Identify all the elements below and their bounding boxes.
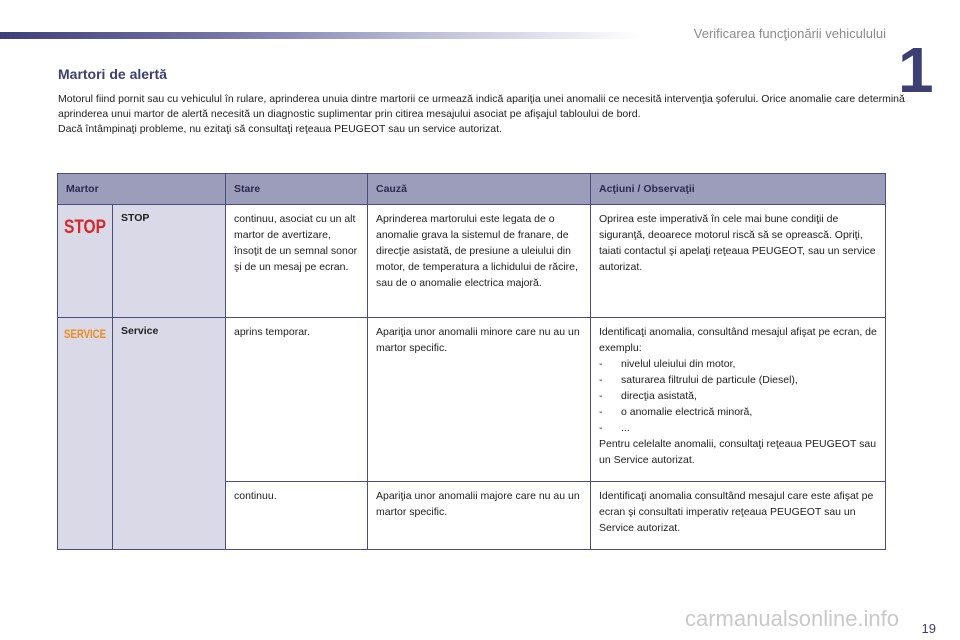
svg-text:STOP: STOP	[64, 217, 107, 238]
stare-cell: aprins temporar.	[226, 318, 368, 482]
warning-lights-table	[57, 173, 886, 550]
list-item: - o anomalie electrică minoră,	[599, 404, 877, 420]
actiuni-outro: Pentru celelalte anomalii, consultaţi reţeaua PEUGEOT sau un Service autorizat.	[599, 438, 877, 466]
stop-icon	[64, 213, 106, 237]
intro-text	[58, 92, 908, 137]
page-number: 19	[921, 621, 936, 636]
intro-paragraph: Dacă întâmpinaţi probleme, nu ezitaţi să consultaţi reţeaua PEUGEOT sau un service autorizat.	[58, 123, 502, 135]
running-header: Verificarea funcţionării vehiculului	[693, 26, 886, 41]
martor-name-continued	[113, 482, 226, 550]
anomaly-list	[599, 356, 877, 436]
list-item: - direcţia asistată,	[599, 388, 877, 404]
cauza-cell: Apariţia unor anomalii minore care nu au un martor specific.	[368, 318, 591, 482]
intro-paragraph: Motorul fiind pornit sau cu vehiculul în rulare, aprinderea unuia dintre martorii ce urmează indică apariţia unei anomalii ce necesită intervenţia şoferului. Orice anomalie care determină aprinderea unui martor de alertă necesită un diagnostic suplimentar prin citirea mesajului asociat pe afişajul tabloului de bord.	[58, 93, 905, 120]
column-header-martor: Martor	[58, 174, 226, 205]
actiuni-intro: Identificaţi anomalia, consultând mesajul afişat pe ecran, de exemplu:	[599, 326, 877, 354]
stare-cell: continuu, asociat cu un alt martor de avertizare, însoţit de un semnal sonor şi de un mesaj pe ecran.	[226, 205, 368, 318]
svg-text:1: 1	[898, 34, 934, 106]
actiuni-cell: Oprirea este imperativă în cele mai bune condiţii de siguranţă, deoarece motorul riscă să se oprească. Opriţi, taiati contactul şi apelaţi reţeaua PEUGEOT, sau un service autorizat.	[591, 205, 886, 318]
chapter-number	[894, 34, 934, 106]
service-icon	[64, 326, 106, 340]
column-header-stare: Stare	[226, 174, 368, 205]
watermark: carmanualsonline.info	[685, 606, 900, 631]
svg-text:SERVICE: SERVICE	[64, 327, 106, 341]
table-row	[58, 482, 886, 550]
service-icon-cell-continued	[58, 482, 113, 550]
stare-cell: continuu.	[226, 482, 368, 550]
cauza-cell: Apariţia unor anomalii majore care nu au un martor specific.	[368, 482, 591, 550]
martor-name: STOP	[113, 205, 226, 318]
actiuni-cell	[591, 318, 886, 482]
list-item: - nivelul uleiului din motor,	[599, 356, 877, 372]
table-header-row	[58, 174, 886, 205]
column-header-cauza: Cauză	[368, 174, 591, 205]
table-row	[58, 318, 886, 482]
list-item: - ...	[599, 420, 877, 436]
header-decorative-bar	[0, 32, 640, 39]
column-header-actiuni: Acţiuni / Observaţii	[591, 174, 886, 205]
actiuni-cell: Identificaţi anomalia consultând mesajul care este afişat pe ecran şi consultati imperativ reţeaua PEUGEOT sau un Service autorizat.	[591, 482, 886, 550]
service-icon-cell	[58, 318, 113, 482]
martor-name: Service	[113, 318, 226, 482]
table-row	[58, 205, 886, 318]
stop-icon-cell	[58, 205, 113, 318]
list-item: - saturarea filtrului de particule (Diesel),	[599, 372, 877, 388]
cauza-cell: Aprinderea martorului este legata de o anomalie grava la sistemul de franare, de direcţie asistată, de presiune a uleiului din motor, de temperatura a lichidului de răcire, sau de o anomalie electrica majoră.	[368, 205, 591, 318]
section-title: Martori de alertă	[58, 66, 167, 82]
